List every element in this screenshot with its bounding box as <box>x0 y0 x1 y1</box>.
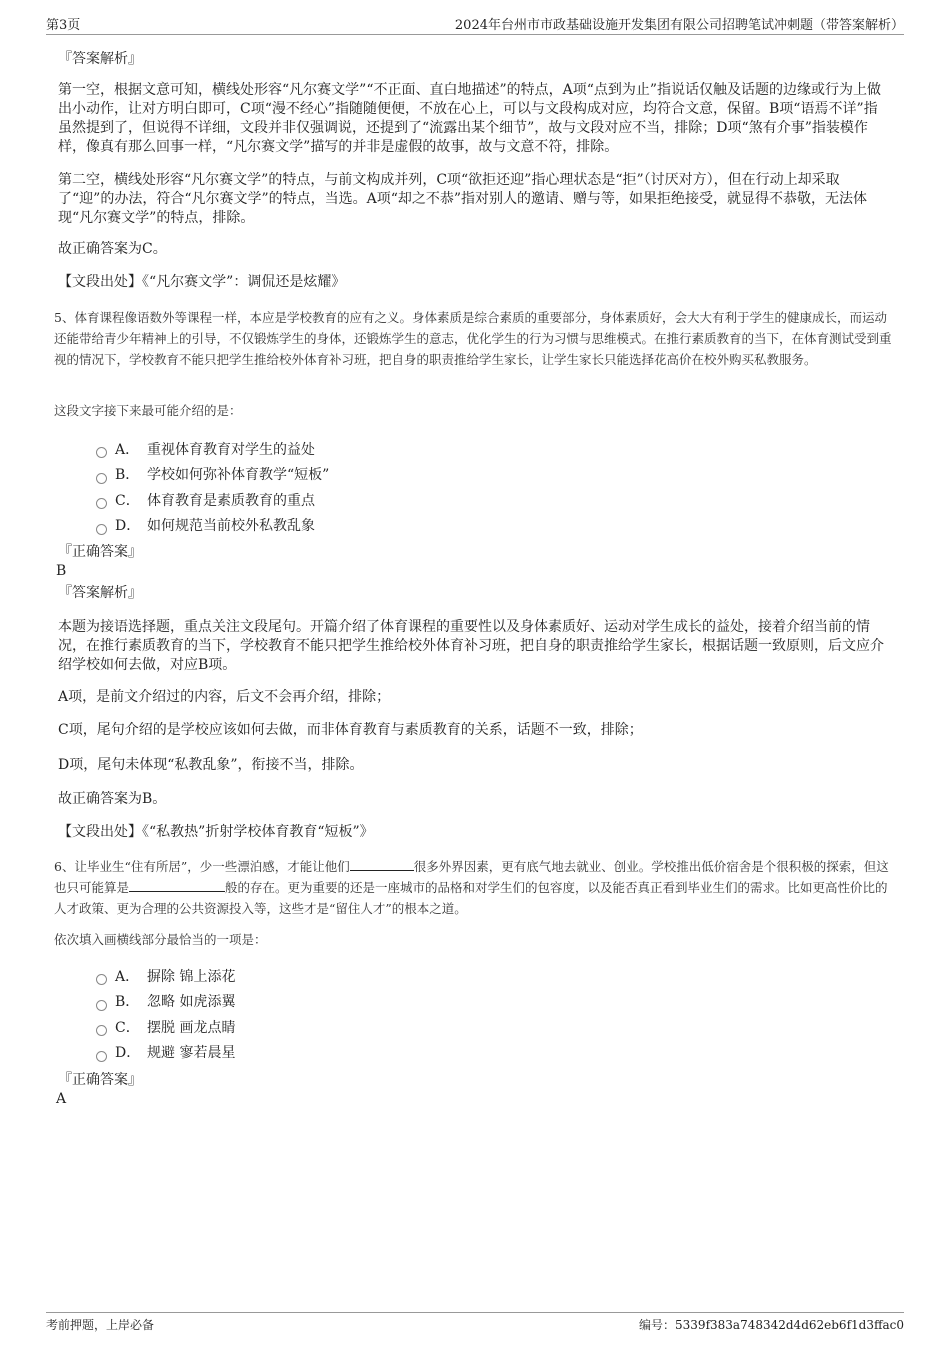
q5-analysis-label: 『答案解析』 <box>58 585 142 601</box>
footer-code-label: 编号： <box>639 1318 676 1332</box>
q6-blank-1[interactable] <box>350 857 414 871</box>
q5-source: 【文段出处】《“私教热”折射学校体育教育“短板”》 <box>58 824 374 840</box>
option-text: 摒除 锦上添花 <box>147 968 236 985</box>
q4-source: 【文段出处】《“凡尔赛文学”：调侃还是炫耀》 <box>58 274 346 290</box>
q5-analysis-para4: D项，尾句未体现“私教乱象”，衔接不当，排除。 <box>58 757 364 773</box>
radio-icon[interactable] <box>96 1025 107 1036</box>
q6-prompt: 依次填入画横线部分最恰当的一项是： <box>54 932 267 947</box>
radio-icon[interactable] <box>96 473 107 484</box>
q5-analysis-para2: A项，是前文介绍过的内容，后文不会再介绍，排除； <box>58 689 391 705</box>
q5-option-c[interactable] <box>96 487 496 513</box>
q5-options <box>96 436 496 538</box>
option-letter: D． <box>115 1045 141 1062</box>
q6-stem-part3: 般的存在。更为重要的还是一座城市的品格和对学生们的包容度，以及能否真正看到毕业生们的需求。比如更高性价比的人才政策、更为合理的公共资源投入等，这些才是“留住人才”的根本之道。 <box>54 880 888 916</box>
option-text: 摆脱 画龙点睛 <box>147 1019 236 1036</box>
option-letter: B． <box>115 467 140 484</box>
option-text: 忽略 如虎添翼 <box>147 994 236 1011</box>
document-title: 2024年台州市市政基础设施开发集团有限公司招聘笔试冲刺题（带答案解析） <box>454 18 904 33</box>
q5-answer-label: 『正确答案』 <box>58 544 142 560</box>
q5-answer: B <box>56 563 67 579</box>
option-text: 如何规范当前校外私教乱象 <box>147 518 315 535</box>
q6-option-c[interactable] <box>96 1014 496 1040</box>
option-letter: B． <box>115 994 140 1011</box>
q6-stem-part2: 很多外界因素，更有底气地去就业、创业。学校推出低价宿舍是个很积极的探索，但这也只可能算是 <box>54 859 889 895</box>
footer-slogan: 考前押题，上岸必备 <box>46 1318 155 1332</box>
option-text: 重视体育教育对学生的益处 <box>147 441 315 458</box>
radio-icon[interactable] <box>96 974 107 985</box>
radio-icon[interactable] <box>96 498 107 509</box>
option-letter: C． <box>115 1019 140 1036</box>
q6-answer-label: 『正确答案』 <box>58 1072 142 1088</box>
q6-option-a[interactable] <box>96 963 496 989</box>
q4-conclusion: 故正确答案为C。 <box>58 241 167 257</box>
q4-analysis-para2: 第二空，横线处形容“凡尔赛文学”的特点，与前文构成并列，C项“欲拒还迎”指心理状态是“拒”（讨厌对方），但在行动上却采取了“迎”的办法，符合“凡尔赛文学”的特点，当选。A项“却之不恭”指对别人的邀请、赠与等，如果拒绝接受，就显得不恭敬，无法体现“凡尔赛文学”的特点，排除。 <box>58 172 868 226</box>
q6-option-b[interactable] <box>96 989 496 1015</box>
q4-analysis-label: 『答案解析』 <box>58 51 142 67</box>
radio-icon[interactable] <box>96 524 107 535</box>
q6-answer: A <box>56 1091 67 1107</box>
footer-code-value: 5339f383a748342d4d62eb6f1d3ffac0 <box>675 1318 904 1332</box>
q6-options <box>96 963 496 1065</box>
option-letter: A． <box>115 441 140 458</box>
footer-code <box>639 1316 904 1333</box>
q5-analysis-para3: C项，尾句介绍的是学校应该如何去做，而非体育教育与素质教育的关系，话题不一致，排除； <box>58 722 643 738</box>
option-text: 体育教育是素质教育的重点 <box>147 492 315 509</box>
page-footer <box>46 1312 904 1334</box>
q5-option-d[interactable] <box>96 513 496 539</box>
q5-conclusion: 故正确答案为B。 <box>58 791 167 807</box>
option-letter: A． <box>115 968 140 985</box>
option-text: 规避 寥若晨星 <box>147 1045 236 1062</box>
radio-icon[interactable] <box>96 1051 107 1062</box>
page-header <box>46 14 904 35</box>
option-letter: D． <box>115 518 141 535</box>
q5-stem: 5、体育课程像语数外等课程一样，本应是学校教育的应有之义。身体素质是综合素质的重要部分，身体素质好，会大大有利于学生的健康成长，而运动还能带给青少年精神上的引导，不仅锻炼学生的身体，还锻炼学生的意志，优化学生的行为习惯与思维模式。在推行素质教育的当下，在体育测试受到重视的情况下，学校教育不能只把学生推给校外体育补习班，把自身的职责推给学生家长，让学生家长只能选择花高价在校外购买私教服务。 <box>54 310 892 367</box>
page-number: 第3页 <box>46 18 81 33</box>
q4-analysis-para1: 第一空，根据文意可知，横线处形容“凡尔赛文学”“不正面、直白地描述”的特点，A项“点到为止”指说话仅触及话题的边缘或行为上做出小动作，让对方明白即可，C项“漫不经心”指随随便便，不放在心上，可以与文段构成对应，均符合文意，保留。B项“语焉不详”指虽然提到了，但说得不详细，文段并非仅强调说，还提到了“流露出某个细节”，故与文段对应不当，排除；D项“煞有介事”指装模作样，像真有那么回事一样，“凡尔赛文学”描写的并非是虚假的故事，故与文意不符，排除。 <box>58 82 882 155</box>
q6-blank-2[interactable] <box>129 878 225 892</box>
q5-option-b[interactable] <box>96 462 496 488</box>
q6-stem-part1: 6、让毕业生“住有所居”，少一些漂泊感，才能让他们 <box>54 859 350 874</box>
q5-option-a[interactable] <box>96 436 496 462</box>
radio-icon[interactable] <box>96 1000 107 1011</box>
radio-icon[interactable] <box>96 447 107 458</box>
option-letter: C． <box>115 492 140 509</box>
q5-analysis-para1: 本题为接语选择题，重点关注文段尾句。开篇介绍了体育课程的重要性以及身体素质好、运动对学生成长的益处，接着介绍当前的情况，在推行素质教育的当下，学校教育不能只把学生推给校外体育补习班，把自身的职责推给学生家长，根据话题一致原则，后文应介绍学校如何去做，对应B项。 <box>58 619 884 673</box>
option-text: 学校如何弥补体育教学“短板” <box>147 467 330 484</box>
q5-prompt: 这段文字接下来最可能介绍的是： <box>54 403 242 418</box>
q6-stem <box>54 856 896 919</box>
q6-option-d[interactable] <box>96 1040 496 1066</box>
